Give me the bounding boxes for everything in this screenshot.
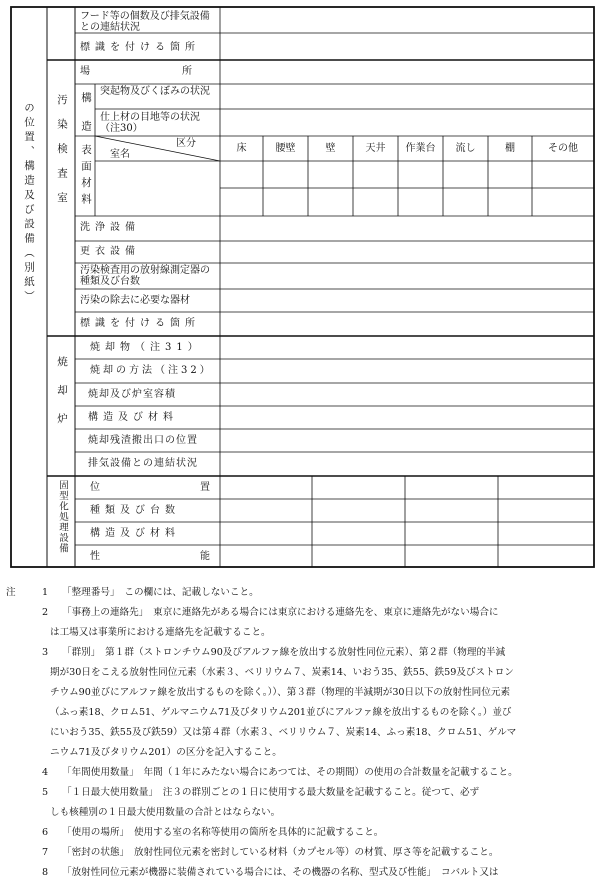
row-washing: 洗浄設備 <box>80 222 140 233</box>
row-performance: 性能 <box>90 551 310 562</box>
col-ceiling: 天井 <box>365 143 386 154</box>
row-residue-outlet: 焼却残渣搬出口の位置 <box>88 435 198 446</box>
row-location <box>80 66 284 77</box>
row-exhaust-connection: 排気設備との連結状況 <box>88 458 198 469</box>
row-changing: 更衣設備 <box>80 246 140 257</box>
structure-label: 構造 <box>80 92 92 149</box>
note-7: 7 「密封の状態」 放射性同位元素を密封している材料（カプセル等）の材質、厚さ等を記載すること。 <box>42 847 499 858</box>
section-label-solidification: 固型化処理設備 <box>57 480 68 554</box>
note-2: 2 「事務上の連絡先」 東京に連絡先がある場合には東京における連絡先を、東京に連絡先がない場合に は工場又は事業所における連絡先を記載すること。 <box>42 607 499 638</box>
row-protrusions: 突起物及びくぼみの状況 <box>100 86 210 97</box>
note-5: 5 「１日最大使用数量」 注３の群別ごとの１日に使用する最大数量を記載すること。従つて、必ず しも核種別の１日最大使用数量の合計とはならない。 <box>42 787 480 818</box>
sidebar-label: の位置、構造及び設備（別紙） <box>23 102 35 305</box>
row-incinerated-material: 焼却物（注31） <box>90 342 203 353</box>
note-3: 3 「群別」 第１群（ストロンチウム90及びアルファ線を放出する放射性同位元素）、第２群（物理的半減 期が30日をこえる放射性同位元素（水素３、ベリリウム７、炭素14、いおう35、鉄55、鉄59及びストロン チウム90並びにアルファ線を放出するものを除く。））、第３群（物理的半減期が30日以下の放射性同位元素 （ふっ素18、クロム51、ゲルマニウム71及びタリウム201並びにアルファ線を放出するものを除く。）並び にいおう35、鉄55及び鉄59）又は第４群（水素３、ベリリウム７、炭素14、ふっ素18、クロム51、ゲルマ ニウム71及びタリウム201）の区分を記入すること。 <box>42 647 517 758</box>
row-radiation-meter: 汚染検査用の放射線測定器の種類及び台数 <box>80 265 210 287</box>
row-sign-location: 標識を付ける箇所 <box>80 318 200 329</box>
row-type-count: 種類及び台数 <box>90 505 180 516</box>
note-1: 注 1 「整理番号」 この欄には、記載しないこと。 <box>6 583 594 603</box>
col-shelf: 棚 <box>505 143 515 154</box>
row-sign-location-top: 標識を付ける箇所 <box>80 42 200 53</box>
row-joint-status: 仕上材の目地等の状況（注30） <box>100 112 200 134</box>
note-4: 4 「年間使用数量」 年間（１年にみたない場合にあつては、その期間）の使用の合計数量を記載すること。 <box>42 767 518 778</box>
col-wainscot: 腰壁 <box>275 143 296 154</box>
notes-marker: 注 <box>6 587 16 598</box>
row-furnace-volume: 焼却及び炉室容積 <box>88 389 176 400</box>
row-position: 位置 <box>90 482 310 493</box>
row-solid-structure: 構造及び材料 <box>90 528 180 539</box>
header-kubun: 区分 <box>176 138 196 149</box>
col-sink: 流し <box>455 143 476 154</box>
row-incinerator-structure: 構造及び材料 <box>88 412 178 423</box>
section-label-incinerator: 焼却炉 <box>56 356 68 442</box>
row-incineration-method: 焼却の方法（注32） <box>90 365 213 376</box>
section-label-pollution: 汚染検査室 <box>56 94 68 217</box>
note-8: 8 「放射性同位元素が機器に装備されている場合には、その機器の名称、型式及び性能」 コバルト又は <box>42 867 499 878</box>
col-wall: 壁 <box>325 143 336 154</box>
note-6: 6 「使用の場所」 使用する室の名称等使用の箇所を具体的に記載すること。 <box>42 827 384 838</box>
surface-material-label: 表面材料 <box>80 144 92 210</box>
col-other: その他 <box>548 143 578 154</box>
header-room-name: 室名 <box>110 149 130 160</box>
col-workbench: 作業台 <box>405 143 436 154</box>
location-label: 場所 <box>80 66 284 77</box>
col-floor: 床 <box>236 143 247 154</box>
equipment-form-table <box>10 6 595 568</box>
row-hood-count: フード等の個数及び排気設備との連結状況 <box>80 11 210 33</box>
row-decontamination: 汚染の除去に必要な器材 <box>80 295 190 306</box>
notes-section <box>6 583 594 883</box>
